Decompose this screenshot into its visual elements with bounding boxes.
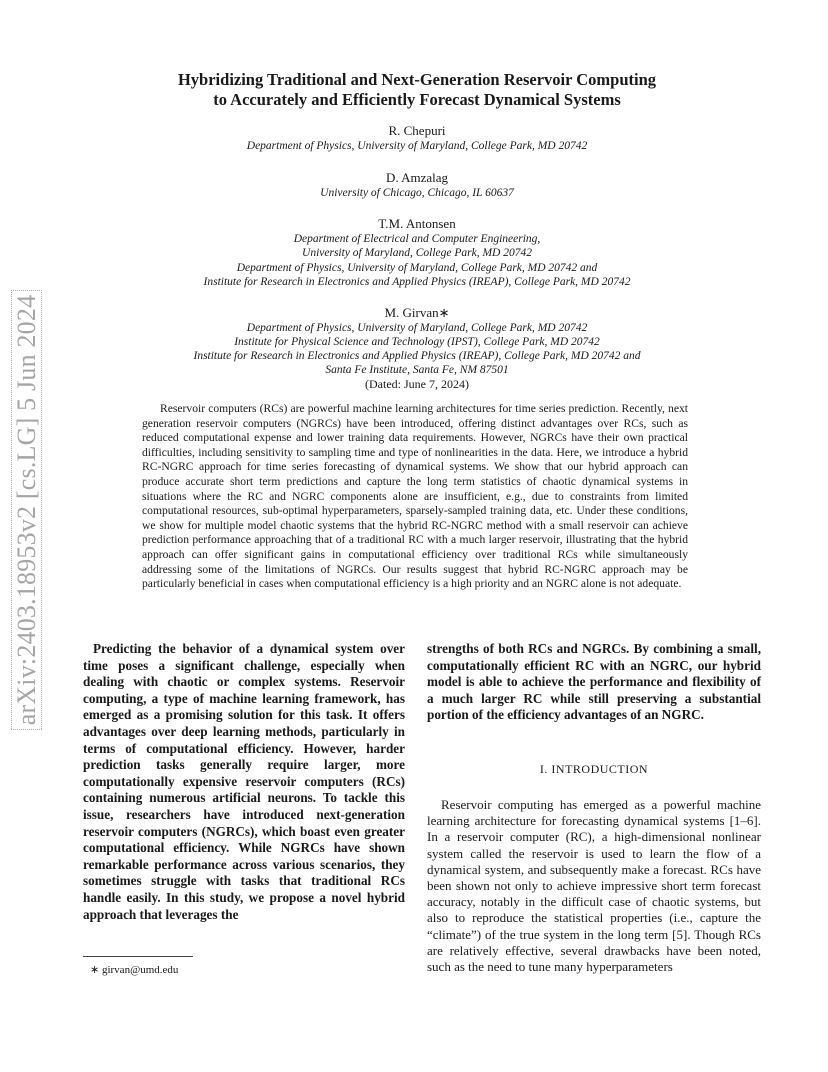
- lead-paragraph-left: Predicting the behavior of a dynamical system over time poses a significant challenge, especially when dealing with chaotic or complex systems. Reservoir computing, a type of machine learning framework, has emerged as a promising solution for this task. It offers advantages over deep learning methods, particularly in terms of computational efficiency. However, harder prediction tasks generally require larger, more computationally expensive reservoir computers (RCs) containing numerous artificial neurons. To tackle this issue, researchers have introduced next-generation reservoir computers (NGRCs), which boast even greater computational efficiency. While NGRCs have shown remarkable performance across various scenarios, they sometimes struggle with tasks that traditional RCs handle easily. In this study, we propose a novel hybrid approach that leverages the: [83, 641, 405, 922]
- arxiv-identifier[interactable]: [12, 270, 42, 750]
- section-heading: I. INTRODUCTION: [539, 762, 649, 776]
- author-affiliation: Department of Physics, University of Maryland, College Park, MD 20742: [246, 140, 588, 152]
- footnote-divider: [83, 956, 193, 957]
- title-line-1: Hybridizing Traditional and Next-Generation Reservoir Computing: [177, 70, 657, 89]
- author-affiliation: Department of Physics, University of Maryland, College Park, MD 20742: [246, 322, 588, 334]
- arxiv-identifier-text[interactable]: arXiv:2403.18953v2 [cs.LG] 5 Jun 2024: [11, 290, 42, 731]
- abstract: Reservoir computers (RCs) are powerful machine learning architectures for time series prediction. Recently, next generation reservoir computers (NGRCs) have been introduced, offering distinct advantages over RCs, such as reduced computational expense and lower training data requirements. However, NGRCs have their own practical difficulties, including sensitivity to sampling time and type of nonlinearities in the data. Here, we introduce a hybrid RC-NGRC approach for time series forecasting of dynamical systems. We show that our hybrid approach can produce accurate short term predictions and capture the long term statistics of chaotic dynamical systems in situations where the RC and NGRC components alone are insufficient, e.g., due to constraints from limited computational resources, sub-optimal hyperparameters, sparsely-sampled training data, etc. Under these conditions, we show for multiple model chaotic systems that the hybrid RC-NGRC method with a small reservoir can achieve prediction performance approaching that of a traditional RC with a much larger reservoir, illustrating that the hybrid approach can offer significant gains in computational efficiency over traditional RCs while simultaneously addressing some of the limitations of NGRCs. Our results suggest that hybrid RC-NGRC approach may be particularly beneficial in cases when computational efficiency is a high priority and an NGRC alone is not adequate.: [142, 402, 688, 591]
- footnote-email[interactable]: ∗ girvan@umd.edu: [90, 964, 179, 976]
- author-name: R. Chepuri: [388, 123, 446, 138]
- author-affiliation: Institute for Research in Electronics and Applied Physics (IREAP), College Park, MD 20742 and: [193, 350, 641, 362]
- author-name: D. Amzalag: [385, 170, 449, 185]
- author-affiliation: University of Chicago, Chicago, IL 60637: [320, 187, 514, 199]
- author-name: T.M. Antonsen: [378, 216, 456, 231]
- date-line: (Dated: June 7, 2024): [365, 377, 469, 391]
- author-name: M. Girvan∗: [384, 305, 450, 320]
- author-affiliation: Institute for Research in Electronics and Applied Physics (IREAP), College Park, MD 20742: [203, 276, 631, 288]
- title-line-2: to Accurately and Efficiently Forecast Dynamical Systems: [213, 90, 621, 109]
- author-affiliation: University of Maryland, College Park, MD 20742: [302, 247, 532, 259]
- author-affiliation: Institute for Physical Science and Technology (IPST), College Park, MD 20742: [234, 336, 600, 348]
- intro-paragraph: Reservoir computing has emerged as a powerful machine learning architecture for forecasting dynamical systems [1–6]. In a reservoir computer (RC), a high-dimensional nonlinear system called the reservoir is used to learn the flow of a dynamical system, and subsequently make a forecast. RCs have been shown not only to achieve impressive short term forecast accuracy, notably in the difficult case of chaotic systems, but also to reproduce the statistical properties (i.e., capture the “climate”) of the true system in the long term [5]. Though RCs are relatively effective, several drawbacks have been noted, such as the need to tune many hyperparameters: [427, 797, 761, 975]
- arxiv-sidebar: [4, 270, 50, 750]
- author-affiliation: Santa Fe Institute, Santa Fe, NM 87501: [325, 364, 509, 376]
- author-affiliation: Department of Physics, University of Maryland, College Park, MD 20742 and: [236, 262, 598, 274]
- lead-paragraph-right: strengths of both RCs and NGRCs. By combining a small, computationally efficient RC with an NGRC, our hybrid model is able to achieve the performance and flexibility of a much larger RC while still preserving a substantial portion of the efficiency advantages of an NGRC.: [427, 641, 761, 723]
- paper-title: [120, 70, 714, 110]
- author-affiliation: Department of Electrical and Computer Engineering,: [293, 233, 541, 245]
